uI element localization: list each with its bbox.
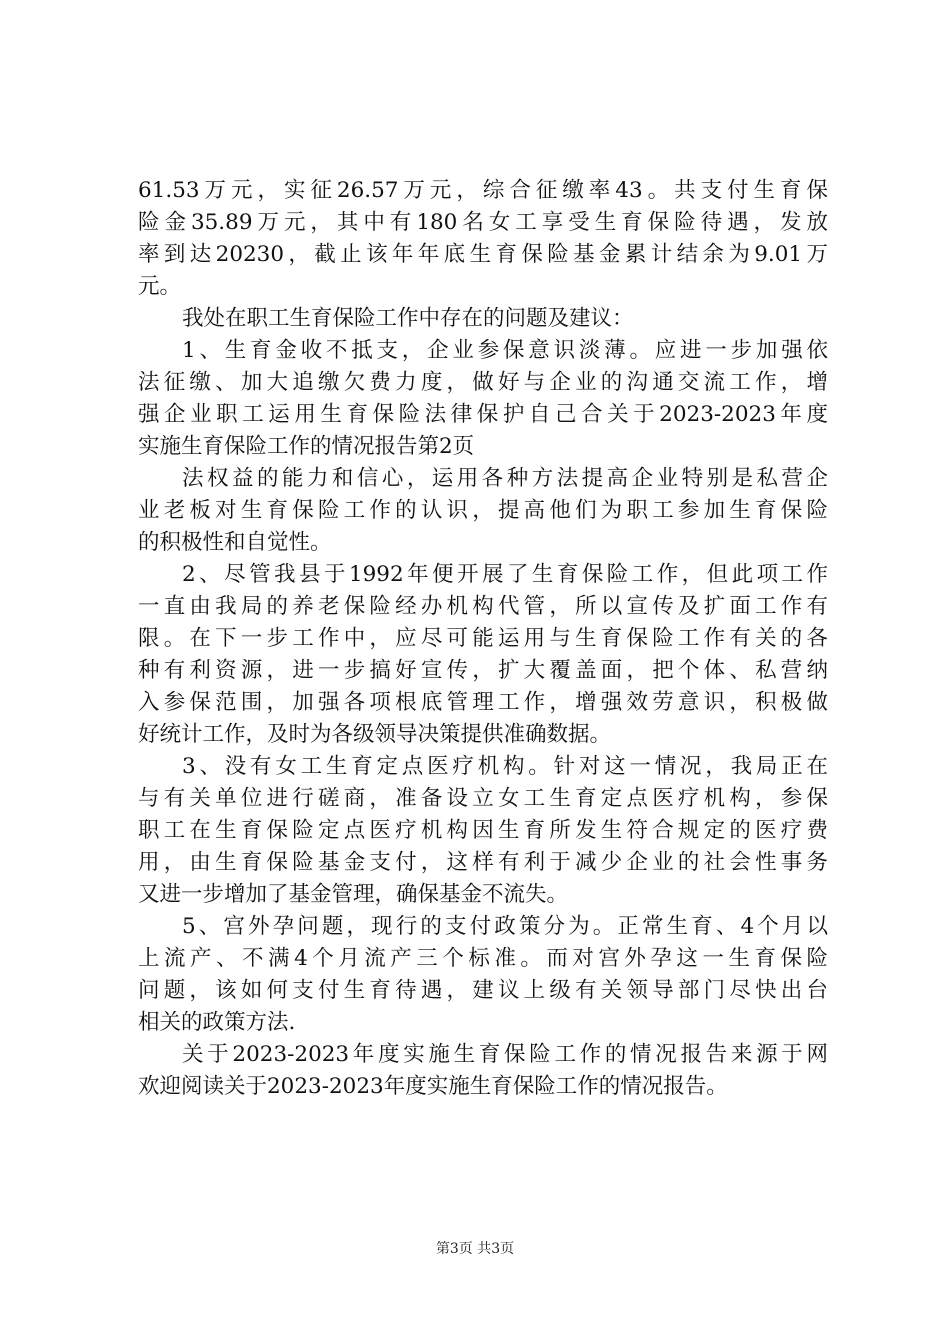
text-line-28: 关于2023-2023年度实施生育保险工作的情况报告来源于网 <box>182 1042 828 1067</box>
text-line-1: 61.53万元，实征26.57万元，综合征缴率43。共支付生育保 <box>138 178 828 203</box>
text-line-12: 的积极性和自觉性。 <box>138 530 332 555</box>
text-line-2: 险金35.89万元，其中有180名女工享受生育保险待遇，发放 <box>138 210 828 235</box>
text-line-27: 相关的政策方法. <box>138 1010 296 1035</box>
text-line-18: 好统计工作，及时为各级领导决策提供准确数据。 <box>138 722 612 747</box>
text-line-19: 3、没有女工生育定点医疗机构。针对这一情况，我局正在 <box>182 754 828 779</box>
text-line-14: 一直由我局的养老保险经办机构代管，所以宣传及扩面工作有 <box>138 594 828 619</box>
text-line-5: 我处在职工生育保险工作中存在的问题及建议： <box>182 306 634 331</box>
text-line-6: 1、生育金收不抵支，企业参保意识淡薄。应进一步加强依 <box>182 338 828 363</box>
text-line-4: 元。 <box>138 274 182 299</box>
text-line-23: 又进一步增加了基金管理，确保基金不流失。 <box>138 882 569 907</box>
text-line-21: 职工在生育保险定点医疗机构因生育所发生符合规定的医疗费 <box>138 818 828 843</box>
text-line-11: 业老板对生育保险工作的认识，提高他们为职工参加生育保险 <box>138 498 828 523</box>
text-line-22: 用，由生育保险基金支付，这样有利于减少企业的社会性事务 <box>138 850 828 875</box>
text-line-17: 入参保范围，加强各项根底管理工作，增强效劳意识，积极做 <box>138 690 828 715</box>
text-line-15: 限。在下一步工作中，应尽可能运用与生育保险工作有关的各 <box>138 626 828 651</box>
text-line-8: 强企业职工运用生育保险法律保护自己合关于2023-2023年度 <box>138 402 828 427</box>
text-line-20: 与有关单位进行磋商，准备设立女工生育定点医疗机构，参保 <box>138 786 828 811</box>
document-body <box>138 175 828 1103</box>
text-line-10: 法权益的能力和信心，运用各种方法提高企业特别是私营企 <box>182 466 828 491</box>
text-line-25: 上流产、不满4个月流产三个标准。而对宫外孕这一生育保险 <box>138 946 828 971</box>
text-line-24: 5、宫外孕问题，现行的支付政策分为。正常生育、4个月以 <box>182 914 828 939</box>
text-line-16: 种有利资源，进一步搞好宣传，扩大覆盖面，把个体、私营纳 <box>138 658 828 683</box>
text-line-13: 2、尽管我县于1992年便开展了生育保险工作，但此项工作 <box>182 562 828 587</box>
text-line-9: 实施生育保险工作的情况报告第2页 <box>138 434 475 459</box>
text-line-26: 问题，该如何支付生育待遇，建议上级有关领导部门尽快出台 <box>138 978 828 1003</box>
text-line-29: 欢迎阅读关于2023-2023年度实施生育保险工作的情况报告。 <box>138 1074 728 1099</box>
page-footer: 第3页 共3页 <box>435 1241 515 1257</box>
text-line-3: 率到达20230，截止该年年底生育保险基金累计结余为9.01万 <box>138 242 828 267</box>
text-line-7: 法征缴、加大追缴欠费力度，做好与企业的沟通交流工作，增 <box>138 370 828 395</box>
